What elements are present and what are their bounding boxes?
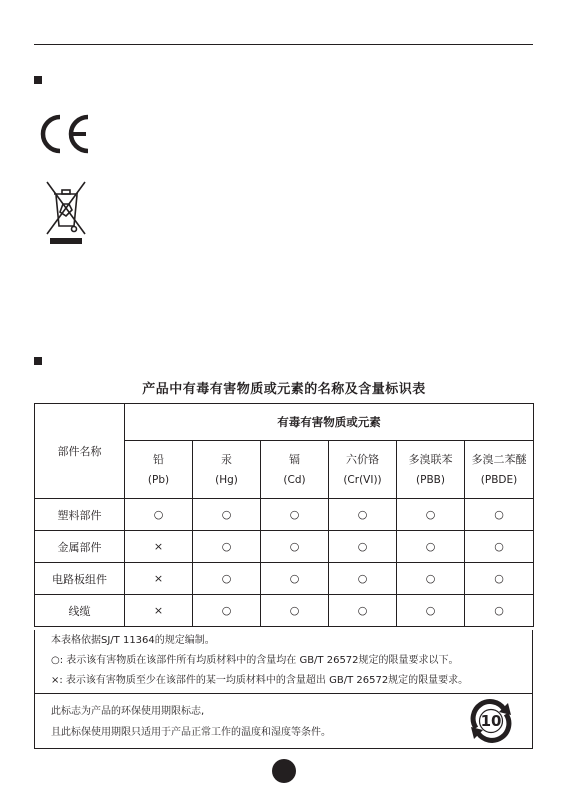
section-bullet bbox=[34, 357, 42, 365]
substance-name: 汞 bbox=[221, 452, 232, 466]
mark-cell: ○ bbox=[397, 499, 465, 531]
header-rule bbox=[34, 44, 533, 45]
mark-cell: ○ bbox=[329, 563, 397, 595]
table-row bbox=[35, 499, 534, 531]
efup-text-line: 此标志为产品的环保使用期限标志, bbox=[51, 706, 205, 717]
table-row bbox=[35, 531, 534, 563]
substance-symbol: (Pb) bbox=[147, 473, 170, 486]
substance-symbol: (PBB) bbox=[416, 473, 445, 486]
table-title: 产品中有毒有害物质或元素的名称及含量标识表 bbox=[142, 382, 426, 397]
substance-header bbox=[193, 441, 261, 499]
part-name: 电路板组件 bbox=[35, 563, 125, 595]
substance-name: 铅 bbox=[153, 452, 164, 466]
mark-cell: × bbox=[125, 595, 193, 627]
mark-cell: × bbox=[125, 531, 193, 563]
efup-years: 10 bbox=[480, 712, 502, 730]
substance-symbol: (PBDE) bbox=[480, 473, 518, 486]
mark-cell: × bbox=[125, 563, 193, 595]
note-line: ×: 表示该有害物质至少在该部件的某一均质材料中的含量超出 GB/T 26572规定的限量要求。 bbox=[51, 675, 469, 686]
mark-cell: ○ bbox=[397, 531, 465, 563]
substance-symbol: (Cr(VI)) bbox=[343, 473, 382, 486]
mark-cell: ○ bbox=[261, 531, 329, 563]
mark-cell: ○ bbox=[193, 531, 261, 563]
hazardous-substance-table bbox=[34, 403, 534, 627]
mark-cell: ○ bbox=[193, 563, 261, 595]
mark-cell: ○ bbox=[329, 531, 397, 563]
substance-name: 多溴联苯 bbox=[408, 452, 453, 466]
mark-cell: ○ bbox=[329, 499, 397, 531]
substance-symbol: (Hg) bbox=[215, 473, 238, 486]
part-name: 金属部件 bbox=[35, 531, 125, 563]
substance-name: 多溴二苯醚 bbox=[471, 452, 527, 466]
mark-cell: ○ bbox=[261, 595, 329, 627]
table-row bbox=[35, 563, 534, 595]
mark-cell: ○ bbox=[125, 499, 193, 531]
substance-header bbox=[261, 441, 329, 499]
mark-cell: ○ bbox=[261, 499, 329, 531]
mark-cell: ○ bbox=[397, 563, 465, 595]
table-row bbox=[35, 595, 534, 627]
mark-cell: ○ bbox=[397, 595, 465, 627]
efup-10-icon bbox=[467, 698, 515, 744]
note-line: ○: 表示该有害物质在该部件所有均质材料中的含量均在 GB/T 26572规定的限量要求以下。 bbox=[51, 655, 459, 666]
substance-name: 六价铬 bbox=[346, 452, 379, 466]
page-number-dot bbox=[272, 759, 296, 783]
substance-name: 镉 bbox=[289, 452, 300, 466]
table-notes bbox=[34, 630, 533, 693]
substance-header bbox=[329, 441, 397, 499]
substance-header bbox=[465, 441, 534, 499]
efup-text-line: 且此标保使用期限只适用于产品正常工作的温度和湿度等条件。 bbox=[51, 727, 331, 738]
mark-cell: ○ bbox=[193, 595, 261, 627]
part-name: 线缆 bbox=[35, 595, 125, 627]
weee-bin-icon bbox=[44, 178, 88, 244]
part-header: 部件名称 bbox=[35, 404, 125, 499]
substance-group-header: 有毒有害物质或元素 bbox=[125, 404, 534, 441]
ce-mark-icon bbox=[38, 113, 94, 155]
substance-symbol: (Cd) bbox=[283, 473, 306, 486]
substance-header bbox=[397, 441, 465, 499]
substance-header bbox=[125, 441, 193, 499]
mark-cell: ○ bbox=[193, 499, 261, 531]
note-line: 本表格依据SJ/T 11364的规定编制。 bbox=[51, 635, 215, 646]
mark-cell: ○ bbox=[465, 499, 534, 531]
mark-cell: ○ bbox=[329, 595, 397, 627]
mark-cell: ○ bbox=[465, 595, 534, 627]
mark-cell: ○ bbox=[465, 531, 534, 563]
part-name: 塑料部件 bbox=[35, 499, 125, 531]
mark-cell: ○ bbox=[261, 563, 329, 595]
efup-box bbox=[34, 693, 533, 749]
mark-cell: ○ bbox=[465, 563, 534, 595]
section-bullet bbox=[34, 76, 42, 84]
